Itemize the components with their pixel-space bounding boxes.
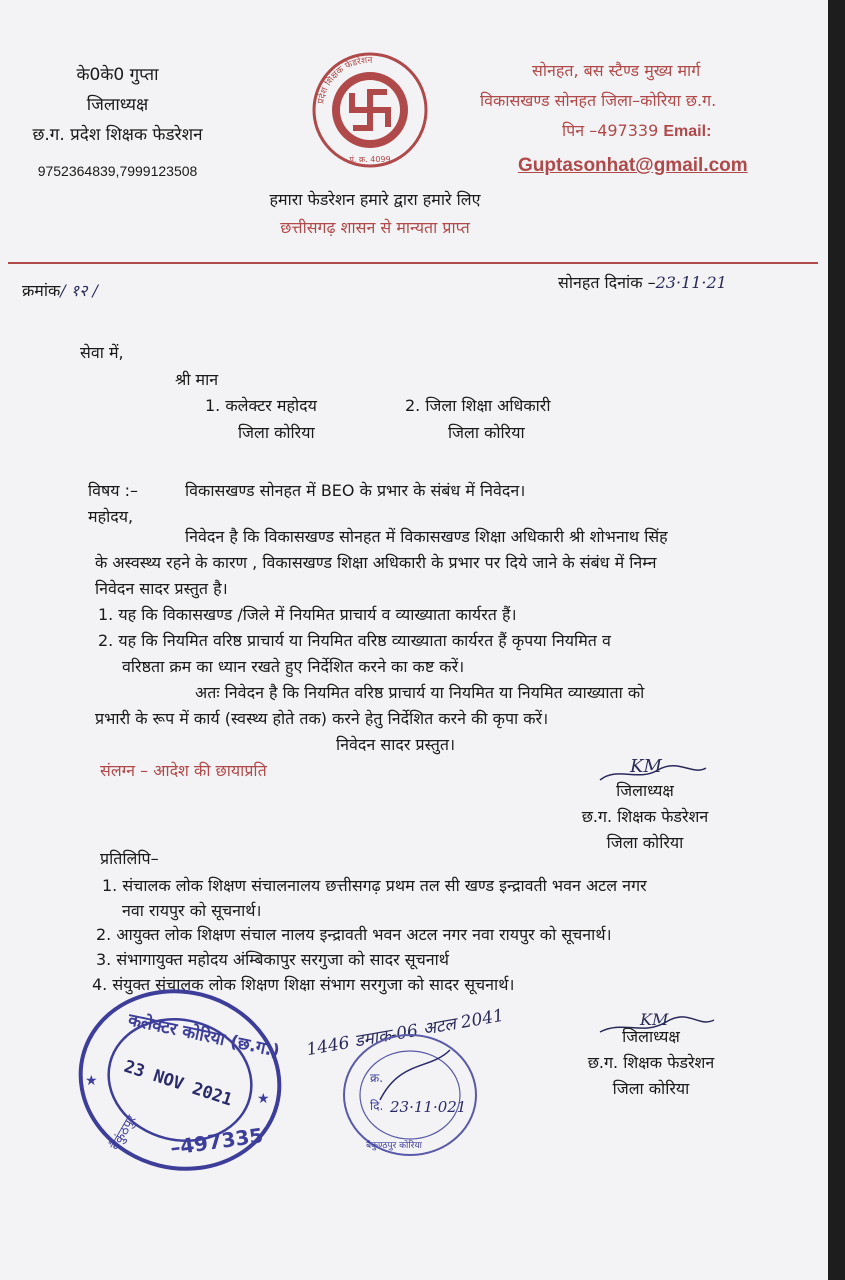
background-edge xyxy=(828,0,845,1280)
star-icon: ★ xyxy=(85,1073,98,1089)
deo-stamp-di: दि. xyxy=(370,1099,384,1113)
deo-stamp-bottom: बैकुण्ठपुर कोरिया xyxy=(366,1141,422,1151)
federation-logo xyxy=(310,50,430,170)
slogan-line2: छत्तीसगढ़ शासन से मान्यता प्राप्त xyxy=(280,218,470,237)
signature1-initials: KM xyxy=(630,756,662,777)
salutation: महोदय, xyxy=(88,507,134,526)
star-icon: ★ xyxy=(257,1091,270,1107)
deo-stamp-date: 23·11·021 xyxy=(390,1098,467,1116)
point2-line1: 2. यह कि नियमित वरिष्ठ प्राचार्य या नियमित वरिष्ठ व्याख्याता कार्यरत हैं कृपया नियमित व xyxy=(98,631,611,650)
deo-stamp-scribble xyxy=(380,1050,450,1100)
signature2-initials: KM xyxy=(640,1010,669,1029)
copy-item2: 2. आयुक्त लोक शिक्षण संचाल नालय इन्द्रावती भवन अटल नगर नवा रायपुर को सूचनार्थ। xyxy=(96,925,612,944)
collector-stamp-top: कलेक्टर कोरिया (छ.ग.) xyxy=(126,1010,282,1062)
copy-label: प्रतिलिपि– xyxy=(100,849,159,868)
collector-stamp-pin: –497335 xyxy=(168,1123,265,1160)
date-value: 23·11·21 xyxy=(655,273,727,292)
signature1-line1: जिलाध्यक्ष xyxy=(616,781,674,800)
sender-block xyxy=(0,60,235,186)
signature1-line2: छ.ग. शिक्षक फेडरेशन xyxy=(581,807,709,826)
para2-line2: प्रभारी के रूप में कार्य (स्वस्थ्य होते तक) करने हेतु निर्देशित करने की कृपा करें। xyxy=(95,709,549,728)
header-divider xyxy=(8,262,818,264)
signature2-line1: जिलाध्यक्ष xyxy=(622,1027,680,1046)
sender-name: के0के0 गुप्ता xyxy=(76,65,159,85)
email-label: Email: xyxy=(663,123,712,140)
seva-me: सेवा में, xyxy=(80,343,124,362)
point2-line2: वरिष्ठता क्रम का ध्यान रखते हुए निर्देशित करने का कष्ट करें। xyxy=(122,657,465,676)
para2-line1: अतः निवेदन है कि नियमित वरिष्ठ प्राचार्य या नियमित या नियमित व्याख्याता को xyxy=(195,683,645,702)
signature1-block xyxy=(560,778,730,856)
reference-number xyxy=(22,278,98,304)
ref-number: / १२ / xyxy=(60,281,98,300)
enclosure: संलग्न – आदेश की छायाप्रति xyxy=(100,761,267,780)
logo-ring-text: प्रदेश शिक्षक फेडरेशन xyxy=(316,55,373,105)
signature1-line3: जिला कोरिया xyxy=(606,833,684,852)
sender-designation: जिलाध्यक्ष xyxy=(86,95,149,115)
address-block xyxy=(470,56,810,181)
collector-stamp-date: 23 NOV 2021 xyxy=(121,1056,235,1111)
shriman: श्री मान xyxy=(175,370,219,389)
collector-stamp-left: बैकुंठपुर xyxy=(107,1112,140,1153)
copy-item1-line2: नवा रायपुर को सूचनार्थ। xyxy=(122,901,262,920)
copy-item4: 4. संयुक्त संचालक लोक शिक्षण शिक्षा संभाग सरगुजा को सादर सूचनार्थ। xyxy=(92,975,515,994)
logo-reg-number: पं. क्र. 4099 xyxy=(349,155,391,164)
handwritten-inward-note: 1446 डमाक-06 अटल 2041 xyxy=(305,1005,506,1061)
email-address[interactable]: Guptasonhat@gmail.com xyxy=(518,155,748,176)
para1-line2: के अस्वस्थ्य रहने के कारण , विकासखण्ड शिक्षा अधिकारी के प्रभार पर दिये जाने के संबंध में निम्न xyxy=(95,553,657,572)
signature2-line3: जिला कोरिया xyxy=(612,1079,690,1098)
recipient2-line2: जिला कोरिया xyxy=(448,423,525,442)
signature2-line2: छ.ग. शिक्षक फेडरेशन xyxy=(587,1053,715,1072)
pin-code: पिन –497339 xyxy=(562,121,659,140)
para1-line3: निवेदन सादर प्रस्तुत है। xyxy=(95,579,228,598)
slogan-line1: हमारा फेडरेशन हमारे द्वारा हमारे लिए xyxy=(269,190,481,209)
ref-label: क्रमांक xyxy=(22,281,61,300)
deo-stamp xyxy=(340,1030,480,1160)
recipient2-line1: 2. जिला शिक्षा अधिकारी xyxy=(405,396,551,415)
closing-line: निवेदन सादर प्रस्तुत। xyxy=(336,735,456,754)
deo-stamp-kr: क्र. xyxy=(370,1071,384,1085)
collector-stamp xyxy=(75,985,285,1175)
sender-org: छ.ग. प्रदेश शिक्षक फेडरेशन xyxy=(32,125,203,145)
subject-text: विकासखण्ड सोनहत में BEO के प्रभार के संबंध में निवेदन। xyxy=(185,481,526,500)
address-line1: सोनहत, बस स्टैण्ड मुख्य मार्ग xyxy=(532,61,701,80)
point1: 1. यह कि विकासखण्ड /जिले में नियमित प्राचार्य व व्याख्याता कार्यरत हैं। xyxy=(98,605,517,624)
copy-item1-line1: 1. संचालक लोक शिक्षण संचालनालय छत्तीसगढ़ प्रथम तल सी खण्ड इन्द्रावती भवन अटल नगर xyxy=(102,876,647,895)
letter-date xyxy=(558,270,727,296)
address-line2: विकासखण्ड सोनहत जिला–कोरिया छ.ग. xyxy=(480,91,717,110)
sender-phones: 9752364839,7999123508 xyxy=(37,163,198,179)
copy-item3: 3. संभागायुक्त महोदय अंम्बिकापुर सरगुजा को सादर सूचनार्थ xyxy=(96,950,449,969)
subject-label: विषय :– xyxy=(88,481,139,500)
slogan-block xyxy=(220,186,530,242)
recipient1-line1: 1. कलेक्टर महोदय xyxy=(205,396,317,415)
para1-line1: निवेदन है कि विकासखण्ड सोनहत में विकासखण्ड शिक्षा अधिकारी श्री शोभनाथ सिंह xyxy=(185,527,668,546)
date-label: सोनहत दिनांक – xyxy=(558,273,656,292)
recipient1-line2: जिला कोरिया xyxy=(238,423,315,442)
signature2-block xyxy=(566,1024,736,1102)
